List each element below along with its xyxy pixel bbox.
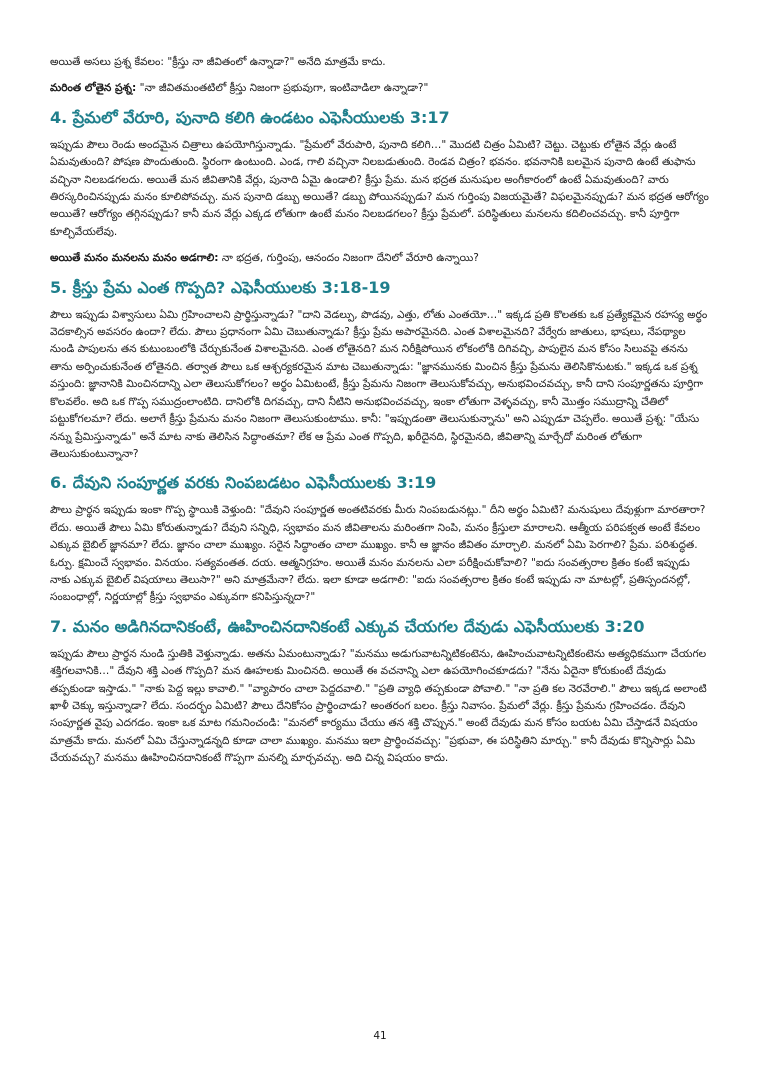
section-5-body: పౌలు ఇప్పుడు విశ్వాసులు ఏమి గ్రహించాలని ప్రార్థిస్తున్నాడు? "దాని వెడల్పు, పొడవు, ఎత్తు, లోతు ఎంతయో…" ఇక్కడ ప్రతి కొలతకు ఒక ప్రత్యేకమైన రహస్య అర్థం వెదకాల్సిన అవసరం ఉందా? లేదు. పౌలు ప్రధానంగా ఏమి చెబుతున్నాడు? క్రీస్తు ప్రేమ అపారమైనది. ఎంత విశాలమైనది? వేర్వేరు జాతులు, భాషలు, నేపథ్యాల నుండి పాపులను తన కుటుంబంలోకి చేర్చుకునేంత విశాలమైనది. ఎంత లోతైనది? మన నిరీక్షిపోయిన లోకంలోకి దిగివచ్చి, పాపులైన మన కోసం సిలువపై తనను తాను అర్పించుకునేంత లోతైనది. తర్వాత పౌలు ఒక ఆశ్చర్యకరమైన మాట చెబుతున్నాడు: "జ్ఞానమునకు మించిన క్రీస్తు ప్రేమను తెలిసికొనుటకు." ఇక్కడ ఒక ప్రశ్న వస్తుంది: జ్ఞానానికి మించినదాన్ని ఎలా తెలుసుకోగలం? అర్థం ఏమిటంటే, క్రీస్తు ప్రేమను నిజంగా తెలుసుకోవచ్చు, అనుభవించవచ్చు, కానీ దాని సంపూర్ణతను పూర్తిగా కొలవలేం. అది ఒక గొప్ప సముద్రంలాంటిది. దానిలోకి దిగవచ్చు, దాని నీటిని అనుభవించవచ్చు, ఇంకా లోతుగా వెళ్ళవచ్చు, కానీ మొత్తం సముద్రాన్ని చేతిలో పట్టుకోగలమా? లేదు. అలాగే క్రీస్తు ప్రేమను మనం నిజంగా తెలుసుకుంటాము. కానీ: "ఇప్పుడంతా తెలుసుకున్నాను" అని ఎప్పుడూ చెప్పలేం. అయితే ప్రశ్న: "యేసు నన్ను ప్రేమిస్తున్నాడు" అనే మాట నాకు తెలిసిన సిద్ధాంతమా? లేక ఆ ప్రేమ ఎంత గొప్పది, ఖరీదైనది, స్థిరమైనది, జీవితాన్ని మార్చేదో మరింత లోతుగా తెలుసుకుంటున్నానా?: [50, 308, 708, 460]
intro-question: [50, 80, 710, 97]
intro-question-text: "నా జీవితమంతటిలో క్రీస్తు నిజంగా ప్రభువుగా, ఇంటివాడిలా ఉన్నాడా?": [136, 82, 429, 95]
page-number: 41: [373, 1030, 387, 1042]
section-4-question-text: నా భద్రత, గుర్తింపు, ఆనందం నిజంగా దేనిలో వేరూరి ఉన్నాయి?: [218, 252, 479, 265]
section-6-body: పౌలు ప్రార్థన ఇప్పుడు ఇంకా గొప్ప స్థాయికి వెళ్తుంది: "దేవుని సంపూర్ణత అంతటివరకు మీరు నింపబడునట్లు." దీని అర్థం ఏమిటి? మనుషులు దేవుళ్లుగా మారతారా? లేదు. అయితే పౌలు ఏమి కోరుతున్నాడు? దేవుని సన్నిధి, స్వభావం మన జీవితాలను మరింతగా నింపి, మనం క్రీస్తులా మారాలని. ఆత్మీయ పరిపక్వత అంటే కేవలం ఎక్కువ బైబిల్ జ్ఞానమా? లేదు. జ్ఞానం చాలా ముఖ్యం. సరైన సిద్ధాంతం చాలా ముఖ్యం. కానీ ఆ జ్ఞానం జీవితం మార్చాలి. మనలో ఏమి పెరగాలి? ప్రేమ. పరిశుద్ధత. ఓర్పు. క్షమించే స్వభావం. వినయం. సత్యవంతత. దయ. ఆత్మనిగ్రహం. అయితే మనం మనలను ఎలా పరీక్షించుకోవాలి? "ఐదు సంవత్సరాల క్రితం కంటే ఇప్పుడు నాకు ఎక్కువ బైబిల్ విషయాలు తెలుసా?" అని మాత్రమేనా? లేదు. ఇలా కూడా అడగాలి: "ఐదు సంవత్సరాల క్రితం కంటే ఇప్పుడు నా మాటల్లో, ప్రతిస్పందనల్లో, సంబంధాల్లో, నిర్ణయాల్లో క్రీస్తు స్వభావం ఎక్కువగా కనిపిస్తున్నదా?": [50, 504, 706, 604]
section-6-heading: 6. దేవుని సంపూర్ణత వరకు నింపబడటం ఎఫెసీయులకు 3:19: [50, 473, 437, 493]
intro-line: అయితే అసలు ప్రశ్న కేవలం: "క్రీస్తు నా జీవితంలో ఉన్నాడా?" అనేది మాత్రమే కాదు.: [50, 56, 386, 68]
intro-question-label: మరింత లోతైన ప్రశ్న:: [50, 82, 137, 95]
section-7-heading: 7. మనం అడిగినదానికంటే, ఊహించినదానికంటే ఎక్కువ చేయగల దేవుడు ఎఫెసీయులకు 3:20: [50, 616, 645, 636]
section-4-question: [50, 250, 710, 267]
section-5-heading: 5. క్రీస్తు ప్రేమ ఎంత గొప్పది? ఎఫెసీయులకు 3:18-19: [50, 277, 391, 297]
section-4-heading: 4. ప్రేమలో వేరూరి, పునాది కలిగి ఉండటం ఎఫెసీయులకు 3:17: [50, 107, 450, 127]
section-7-body: ఇప్పుడు పౌలు ప్రార్థన నుండి స్తుతికి వెళ్తున్నాడు. అతను ఏమంటున్నాడు? "మనము అడుగువాటన్నిటికంటెను, ఊహించువాటన్నిటికంటెను అత్యధికముగా చేయగల శక్తిగలవానికి…" దేవుని శక్తి ఎంత గొప్పది? మన ఊహలకు మించినది. అయితే ఈ వచనాన్ని ఎలా ఉపయోగించకూడదు? "నేను ఏదైనా కోరుకుంటే దేవుడు తప్పకుండా ఇస్తాడు." "నాకు పెద్ద ఇల్లు కావాలి." "వ్యాపారం చాలా పెద్దదవాలి." "ప్రతి వ్యాధి తప్పకుండా పోవాలి." "నా ప్రతి కల నెరవేరాలి." పౌలు ఇక్కడ అలాంటి ఖాళీ చెక్కు ఇస్తున్నాడా? లేదు. సందర్భం ఏమిటి? పౌలు దేనికోసం ప్రార్థించాడు? అంతరంగ బలం. క్రీస్తు నివాసం. ప్రేమలో వేర్లు. క్రీస్తు ప్రేమను గ్రహించడం. దేవుని సంపూర్ణత వైపు ఎదగడం. ఇంకా ఒక మాట గమనించండి: "మనలో కార్యము చేయు తన శక్తి చొప్పున." అంటే దేవుడు మన కోసం బయట ఏమి చేస్తాడనే విషయం మాత్రమే కాదు. మనలో ఏమి చేస్తున్నాడన్నది కూడా చాలా ముఖ్యం. మనము ఇలా ప్రార్థించవచ్చు: "ప్రభువా, ఈ పరిస్థితిని మార్చు." కానీ దేవుడు కొన్నిసార్లు ఏమి చేయవచ్చు? మనము ఊహించినదానికంటే గొప్పగా మనల్ని మార్చవచ్చు. అది చిన్న విషయం కాదు.: [50, 647, 707, 765]
section-4-question-label: అయితే మనం మనలను మనం అడగాలి:: [50, 252, 219, 265]
section-4-body: ఇప్పుడు పౌలు రెండు అందమైన చిత్రాలు ఉపయోగిస్తున్నాడు. "ప్రేమలో వేరుపారి, పునాది కలిగి…" మొదటి చిత్రం ఏమిటి? చెట్టు. చెట్టుకు లోతైన వేర్లు ఉంటే ఏమవుతుంది? పోషణ పొందుతుంది. స్థిరంగా ఉంటుంది. ఎండ, గాలి వచ్చినా నిలబడుతుంది. రెండవ చిత్రం? భవనం. భవనానికి బలమైన పునాది ఉంటే తుఫాను వచ్చినా నిలబడగలదు. అయితే మన జీవితానికి వేర్లు, పునాది ఏమై ఉండాలి? క్రీస్తు ప్రేమ. మన భద్రత మనుషుల అంగీకారంలో ఉంటే ఏమవుతుంది? వారు తిరస్కరించినప్పుడు మనం కూలిపోవచ్చు. మన పునాది డబ్బు అయితే? డబ్బు పోయినప్పుడు? మన గుర్తింపు విజయమైతే? విఫలమైనప్పుడు? మన భద్రత ఆరోగ్యం అయితే? ఆరోగ్యం తగ్గినప్పుడు? కానీ మన వేర్లు ఎక్కడ లోతుగా ఉంటే మనం నిలబడగలం? క్రీస్తు ప్రేమలో. పరిస్థితులు మనలను కదిలించవచ్చు. కానీ పూర్తిగా కూల్చివేయలేవు.: [50, 138, 709, 238]
